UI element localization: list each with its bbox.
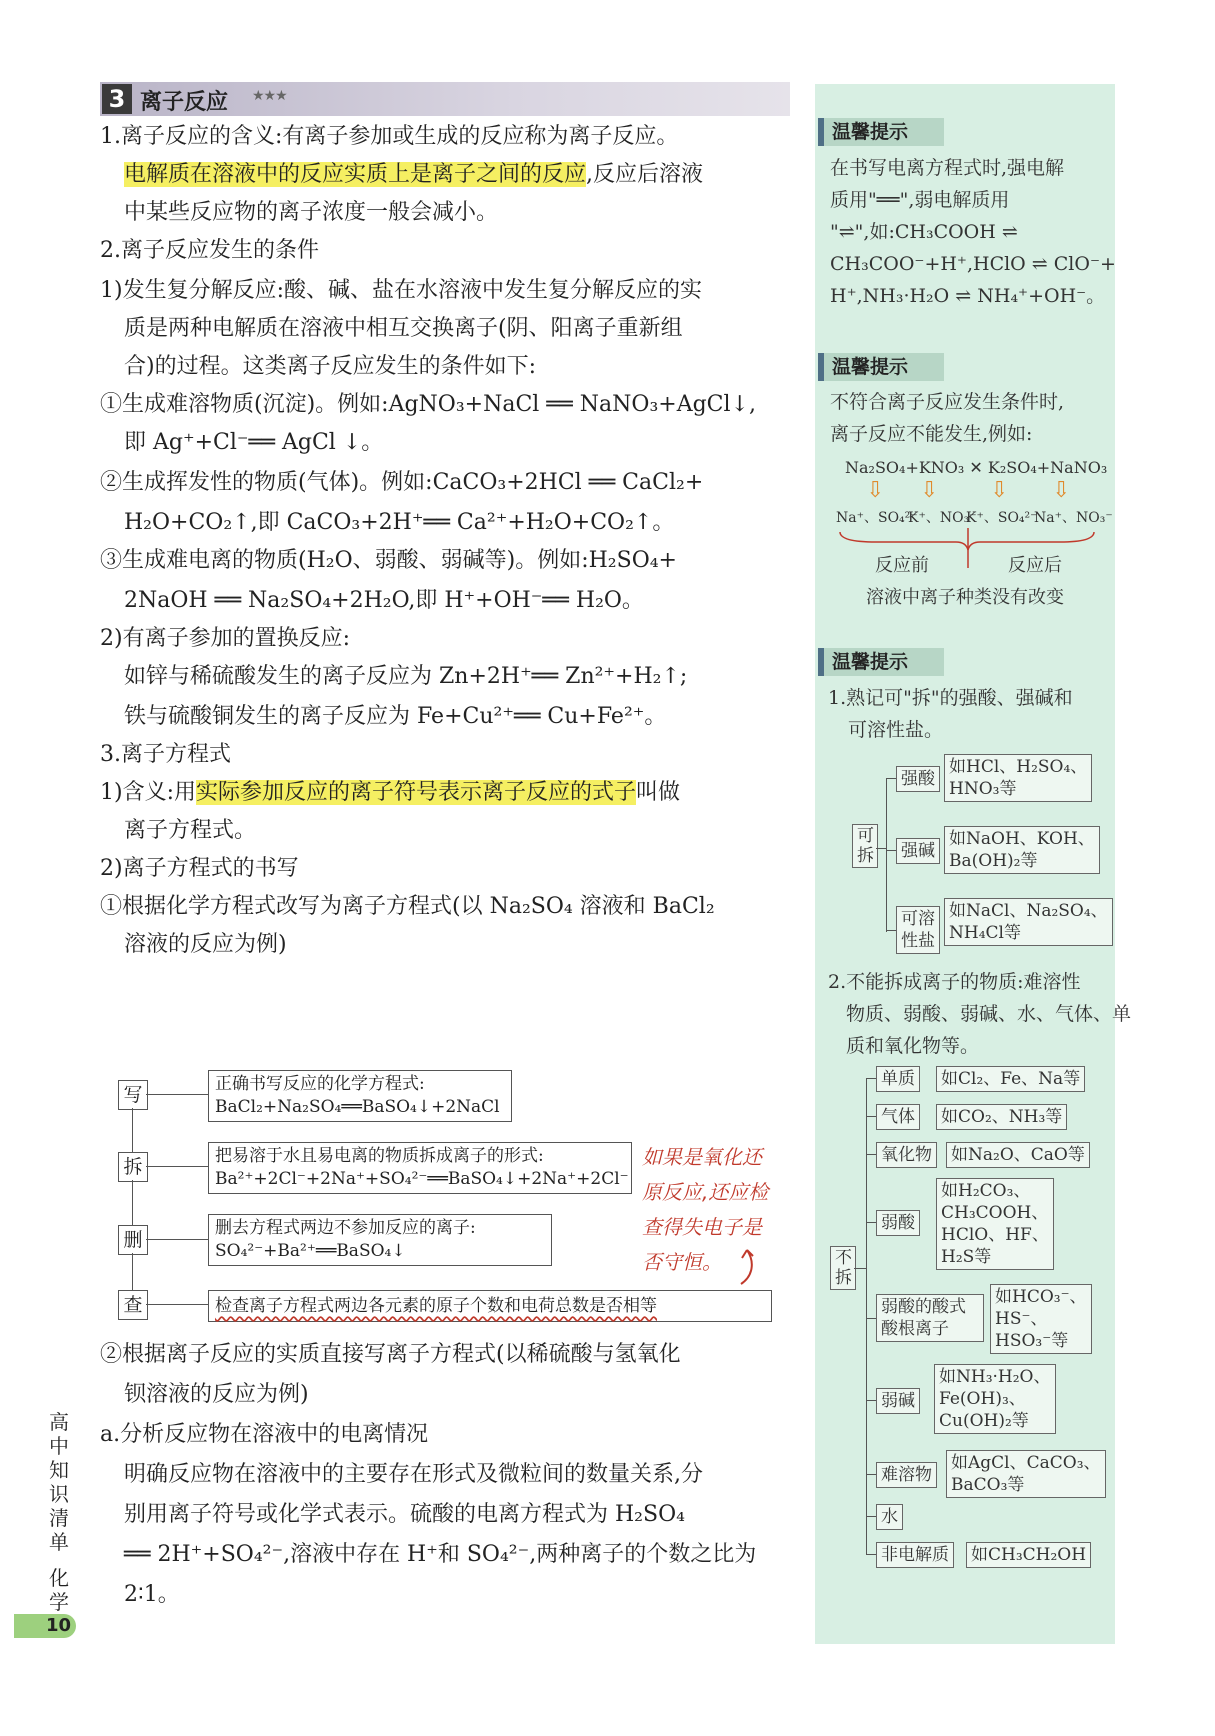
- text-line: ①根据化学方程式改写为离子方程式(以 Na₂SO₄ 溶液和 BaCl₂: [100, 894, 715, 919]
- tree-connector: [866, 1154, 876, 1155]
- leaf-text: HClO、HF、: [941, 1225, 1049, 1245]
- ion-label: K⁺、SO₄²⁻: [966, 510, 1038, 526]
- text-span: ,反应后溶液: [586, 162, 704, 187]
- tree-node: 弱酸: [876, 1210, 920, 1236]
- flow-box-text: 删去方程式两边不参加反应的离子:: [215, 1218, 476, 1238]
- subheading: 3.离子方程式: [100, 742, 231, 767]
- tree-connector: [866, 1554, 876, 1555]
- down-arrow-icon: ⇩: [920, 478, 939, 503]
- tip-text: 在书写电离方程式时,强电解: [830, 157, 1065, 179]
- text-line: ①生成难溶物质(沉淀)。例如:AgNO₃+NaCl ══ NaNO₃+AgCl↓,: [100, 392, 756, 417]
- flow-box: [208, 1214, 552, 1266]
- ion-label: K⁺、NO₃⁻: [908, 510, 977, 526]
- text-line: 1)发生复分解反应:酸、碱、盐在水溶液中发生复分解反应的实: [100, 278, 702, 303]
- flow-box: [208, 1070, 512, 1122]
- tip-header: 温馨提示: [818, 353, 944, 381]
- tip-text: H⁺,NH₃·H₂O ⇌ NH₄⁺+OH⁻。: [830, 285, 1106, 307]
- tip-label: 反应后: [1008, 555, 1062, 576]
- tree-root: 不拆: [830, 1246, 856, 1290]
- leaf-text: 如AgCl、CaCO₃、: [951, 1453, 1101, 1473]
- text-line: 如锌与稀硫酸发生的离子反应为 Zn+2H⁺══ Zn²⁺+H₂↑;: [124, 664, 688, 689]
- page-number: 10: [46, 1615, 72, 1636]
- text-line: 2∶1。: [124, 1582, 180, 1607]
- tree-leaf: 如CO₂、NH₃等: [936, 1104, 1067, 1130]
- leaf-text: CH₃COOH、: [941, 1203, 1049, 1223]
- tip-text: 质和氧化物等。: [846, 1035, 980, 1057]
- tree-connector: [866, 1318, 876, 1319]
- tree-connector: [886, 778, 887, 932]
- text-line: 中某些反应物的离子浓度一般会减小。: [124, 200, 499, 225]
- tree-node: 非电解质: [876, 1542, 954, 1568]
- flow-box-text: SO₄²⁻+Ba²⁺══BaSO₄↓: [215, 1241, 406, 1261]
- tree-connector: [876, 848, 886, 849]
- text-line: 即 Ag⁺+Cl⁻══ AgCl ↓。: [124, 430, 384, 455]
- flow-step: 删: [118, 1225, 148, 1255]
- leaf-text: 如HCO₃⁻、: [995, 1287, 1087, 1307]
- tip-text: 物质、弱酸、弱碱、水、气体、单: [846, 1003, 1132, 1025]
- flow-connector: [146, 1304, 208, 1305]
- text-line: 钡溶液的反应为例): [124, 1382, 309, 1407]
- flow-box-text: 检查离子方程式两边各元素的原子个数和电荷总数是否相等: [215, 1296, 657, 1316]
- tip-text: 1.熟记可"拆"的强酸、强碱和: [828, 687, 1073, 709]
- flow-connector: [146, 1094, 208, 1095]
- tree-root: 可拆: [852, 824, 878, 868]
- down-arrow-icon: ⇩: [866, 478, 885, 503]
- text-line: 别用离子符号或化学式表示。硫酸的电离方程式为 H₂SO₄: [124, 1502, 685, 1527]
- tree-node: 强碱: [896, 838, 940, 864]
- tree-node: 难溶物: [876, 1462, 937, 1488]
- leaf-text: 如NaCl、Na₂SO₄、: [949, 901, 1108, 921]
- ion-label: Na⁺、SO₄²⁻: [836, 510, 918, 526]
- text-line: 合)的过程。这类离子反应发生的条件如下:: [124, 354, 536, 379]
- leaf-text: BaCO₃等: [951, 1475, 1025, 1495]
- book-title: [46, 1410, 72, 1614]
- tree-leaf: [990, 1284, 1092, 1354]
- tip-header: 温馨提示: [818, 118, 944, 146]
- leaf-text: NH₄Cl等: [949, 923, 1021, 943]
- tip-equation: Na₂SO₄+KNO₃ ✕ K₂SO₄+NaNO₃: [845, 458, 1108, 477]
- text-line: [124, 160, 703, 190]
- highlight: 电解质在溶液中的反应实质上是离子之间的反应: [124, 162, 587, 187]
- tree-connector: [866, 1078, 876, 1079]
- text-span: 1)含义:用: [100, 780, 196, 805]
- leaf-text: Cu(OH)₂等: [939, 1411, 1029, 1431]
- tree-connector: [866, 1516, 876, 1517]
- note-line: 如果是氧化还: [642, 1145, 762, 1169]
- tree-leaf: [944, 826, 1100, 874]
- tree-node: 弱碱: [876, 1388, 920, 1414]
- flow-step: 写: [118, 1080, 148, 1110]
- text-line: 离子方程式。: [124, 818, 257, 843]
- text-line: 2NaOH ══ Na₂SO₄+2H₂O,即 H⁺+OH⁻══ H₂O。: [124, 588, 644, 613]
- note-line: 查得失电子是: [642, 1215, 762, 1239]
- flow-box-text: BaCl₂+Na₂SO₄══BaSO₄↓+2NaCl: [215, 1097, 500, 1117]
- tree-leaf: [944, 898, 1113, 946]
- tree-node: 氧化物: [876, 1142, 937, 1168]
- flow-connector: [146, 1166, 208, 1167]
- tree-connector: [866, 1400, 876, 1401]
- tip-text: "⇌",如:CH₃COOH ⇌: [830, 221, 1018, 243]
- flow-box-text: 正确书写反应的化学方程式:: [215, 1074, 425, 1094]
- tree-connector: [886, 930, 896, 931]
- tree-connector: [866, 1474, 876, 1475]
- tree-connector: [866, 1078, 867, 1554]
- flow-box-text: Ba²⁺+2Cl⁻+2Na⁺+SO₄²⁻══BaSO₄↓+2Na⁺+2Cl⁻: [215, 1169, 629, 1189]
- text-line: 质是两种电解质在溶液中相互交换离子(阴、阳离子重新组: [124, 316, 683, 341]
- tip-text: 质用"══",弱电解质用: [830, 189, 1010, 211]
- tip-text: 可溶性盐。: [848, 719, 944, 741]
- flow-box: [208, 1290, 772, 1322]
- note-line: 否守恒。: [642, 1250, 722, 1274]
- text-line: 1.离子反应的含义:有离子参加或生成的反应称为离子反应。: [100, 124, 679, 149]
- ion-label: Na⁺、NO₃⁻: [1034, 510, 1113, 526]
- text-line: ②生成挥发性的物质(气体)。例如:CaCO₃+2HCl ══ CaCl₂+: [100, 470, 704, 495]
- tip-text: 2.不能拆成离子的物质:难溶性: [828, 971, 1081, 993]
- subject-label: 化学: [49, 1566, 69, 1614]
- tree-node: 强酸: [896, 766, 940, 792]
- text-line: 2)有离子参加的置换反应:: [100, 626, 350, 651]
- leaf-text: 如NaOH、KOH、: [949, 829, 1095, 849]
- leaf-text: 如HCl、H₂SO₄、: [949, 757, 1088, 777]
- tree-leaf: 如CH₃CH₂OH: [966, 1542, 1091, 1568]
- subheading: 2.离子反应发生的条件: [100, 238, 319, 263]
- text-line: 明确反应物在溶液中的主要存在形式及微粒间的数量关系,分: [124, 1462, 703, 1487]
- tree-connector: [866, 1116, 876, 1117]
- leaf-text: HNO₃等: [949, 779, 1017, 799]
- down-arrow-icon: ⇩: [1052, 478, 1071, 503]
- tip-text: 不符合离子反应发生条件时,: [830, 391, 1065, 413]
- flow-connector: [132, 1180, 133, 1225]
- tree-node: 水: [876, 1504, 903, 1530]
- text-line: 2)离子方程式的书写: [100, 856, 299, 881]
- leaf-text: Ba(OH)₂等: [949, 851, 1038, 871]
- tip-footer: 溶液中离子种类没有改变: [866, 587, 1064, 608]
- tree-leaf: [936, 1178, 1054, 1270]
- book-title-text: 高中知识清单: [49, 1410, 69, 1554]
- highlight: 实际参加反应的离子符号表示离子反应的式子: [196, 780, 637, 805]
- note-line: 原反应,还应检: [642, 1180, 769, 1204]
- difficulty-stars: ★★★: [252, 88, 287, 104]
- tip-text: 离子反应不能发生,例如:: [830, 423, 1033, 445]
- tip-text: CH₃COO⁻+H⁺,HClO ⇌ ClO⁻+: [830, 253, 1116, 275]
- section-header: [100, 82, 790, 116]
- leaf-text: H₂S等: [941, 1247, 992, 1267]
- leaf-text: 如H₂CO₃、: [941, 1181, 1031, 1201]
- flow-connector: [132, 1108, 133, 1152]
- tree-connector: [854, 1268, 866, 1269]
- section-number: 3: [102, 84, 132, 114]
- tree-connector: [886, 778, 896, 779]
- flow-step: 拆: [118, 1152, 148, 1182]
- down-arrow-icon: ⇩: [990, 478, 1009, 503]
- flow-step: 查: [118, 1290, 148, 1320]
- arrow-icon: [735, 1246, 765, 1286]
- flow-box: [208, 1142, 632, 1194]
- flow-connector: [132, 1253, 133, 1290]
- text-line: 溶液的反应为例): [124, 932, 287, 957]
- leaf-text: 如NH₃·H₂O、: [939, 1367, 1051, 1387]
- tree-leaf: [944, 754, 1092, 802]
- text-line: 铁与硫酸铜发生的离子反应为 Fe+Cu²⁺══ Cu+Fe²⁺。: [124, 704, 667, 729]
- flow-box-text: 把易溶于水且易电离的物质拆成离子的形式:: [215, 1146, 544, 1166]
- text-line: ══ 2H⁺+SO₄²⁻,溶液中存在 H⁺和 SO₄²⁻,两种离子的个数之比为: [124, 1542, 757, 1567]
- tree-node: 可溶性盐: [896, 906, 940, 954]
- tree-connector: [866, 1222, 876, 1223]
- text-line: [100, 778, 680, 808]
- tree-node: 气体: [876, 1104, 920, 1130]
- text-line: a.分析反应物在溶液中的电离情况: [100, 1422, 429, 1447]
- tip-header: 温馨提示: [818, 648, 944, 676]
- text-line: H₂O+CO₂↑,即 CaCO₃+2H⁺══ Ca²⁺+H₂O+CO₂↑。: [124, 510, 675, 535]
- tree-leaf: [946, 1450, 1106, 1498]
- section-title: 离子反应: [140, 90, 229, 115]
- tree-connector: [886, 850, 896, 851]
- tree-leaf: 如Cl₂、Fe、Na等: [936, 1066, 1085, 1092]
- flow-connector: [146, 1239, 208, 1240]
- text-line: ③生成难电离的物质(H₂O、弱酸、弱碱等)。例如:H₂SO₄+: [100, 548, 677, 573]
- tree-leaf: [934, 1364, 1056, 1434]
- tree-leaf: 如Na₂O、CaO等: [946, 1142, 1090, 1168]
- leaf-text: Fe(OH)₃、: [939, 1389, 1026, 1409]
- leaf-text: HSO₃⁻等: [995, 1331, 1069, 1351]
- tip-label: 反应前: [875, 555, 929, 576]
- tree-node: 单质: [876, 1066, 920, 1092]
- text-span: 叫做: [636, 780, 681, 805]
- tree-node: 弱酸的酸式酸根离子: [876, 1294, 984, 1342]
- leaf-text: HS⁻、: [995, 1309, 1048, 1329]
- text-line: ②根据离子反应的实质直接写离子方程式(以稀硫酸与氢氧化: [100, 1342, 681, 1367]
